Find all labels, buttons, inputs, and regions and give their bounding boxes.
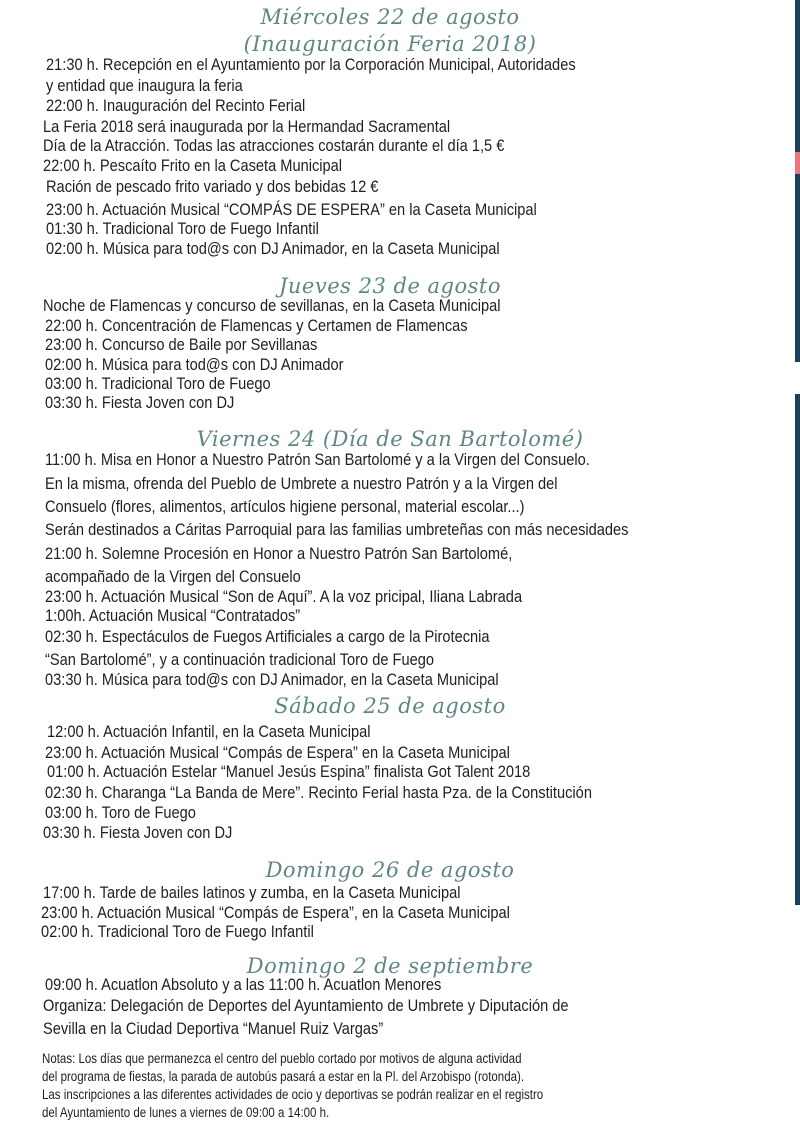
- program-line: Organiza: Delegación de Deportes del Ayuntamiento de Umbrete y Diputación de: [43, 996, 569, 1015]
- section-subheading: (Inauguración Feria 2018): [243, 32, 537, 56]
- program-line: 1:00h. Actuación Musical “Contratados”: [45, 606, 301, 625]
- right-edge-notch: [795, 362, 800, 394]
- note-line: del Ayuntamiento de lunes a viernes de 09:00 a 14:00 h.: [42, 1105, 330, 1120]
- section-heading: Viernes 24 (Día de San Bartolomé): [196, 427, 584, 451]
- program-line: 22:00 h. Pescaíto Frito en la Caseta Municipal: [43, 156, 343, 175]
- section-heading: Miércoles 22 de agosto: [260, 5, 520, 29]
- program-line: 17:00 h. Tarde de bailes latinos y zumba, en la Caseta Municipal: [43, 883, 461, 902]
- program-line: Día de la Atracción. Todas las atracciones costarán durante el día 1,5 €: [43, 136, 505, 155]
- program-line: Serán destinados a Cáritas Parroquial para las familias umbreteñas con más necesidades: [45, 520, 629, 539]
- program-line: 03:00 h. Tradicional Toro de Fuego: [45, 374, 271, 393]
- right-edge-pink-accent: [795, 152, 800, 174]
- program-line: 23:00 h. Actuación Musical “Compás de Espera” en la Caseta Municipal: [45, 743, 510, 762]
- program-line: 01:00 h. Actuación Estelar “Manuel Jesús Espina” finalista Got Talent 2018: [47, 762, 531, 781]
- program-line: 22:00 h. Concentración de Flamencas y Certamen de Flamencas: [45, 316, 468, 335]
- note-line: Las inscripciones a las diferentes actividades de ocio y deportivas se podrán realizar en el registro: [42, 1087, 544, 1102]
- section-heading: Domingo 26 de agosto: [265, 858, 515, 882]
- program-line: Sevilla en la Ciudad Deportiva “Manuel Ruiz Vargas”: [43, 1019, 384, 1038]
- program-line: 03:30 h. Fiesta Joven con DJ: [45, 393, 235, 412]
- program-line: 21:30 h. Recepción en el Ayuntamiento por la Corporación Municipal, Autoridades: [46, 55, 576, 74]
- section-heading: Jueves 23 de agosto: [278, 274, 502, 298]
- right-edge-decorative-band: [795, 0, 800, 905]
- program-line: Ración de pescado frito variado y dos bebidas 12 €: [46, 177, 379, 196]
- note-line: Notas: Los días que permanezca el centro del pueblo cortado por motivos de alguna actividad: [42, 1051, 522, 1066]
- program-line: 09:00 h. Acuatlon Absoluto y a las 11:00 h. Acuatlon Menores: [45, 975, 442, 994]
- program-line: 01:30 h. Tradicional Toro de Fuego Infantil: [46, 219, 319, 238]
- section-heading: Sábado 25 de agosto: [274, 694, 506, 718]
- program-line: 11:00 h. Misa en Honor a Nuestro Patrón San Bartolomé y a la Virgen del Consuelo.: [45, 450, 590, 469]
- program-line: 02:30 h. Charanga “La Banda de Mere”. Recinto Ferial hasta Pza. de la Constitución: [45, 783, 592, 802]
- program-line: La Feria 2018 será inaugurada por la Hermandad Sacramental: [43, 117, 451, 136]
- program-line: 22:00 h. Inauguración del Recinto Ferial: [46, 96, 306, 115]
- program-line: En la misma, ofrenda del Pueblo de Umbrete a nuestro Patrón y a la Virgen del: [45, 474, 558, 493]
- program-line: 02:00 h. Música para tod@s con DJ Animador: [45, 355, 344, 374]
- program-line: “San Bartolomé”, y a continuación tradicional Toro de Fuego: [45, 650, 435, 669]
- program-line: 03:00 h. Toro de Fuego: [45, 803, 196, 822]
- program-line: 03:30 h. Fiesta Joven con DJ: [43, 823, 233, 842]
- program-line: Consuelo (flores, alimentos, artículos higiene personal, material escolar...): [45, 497, 525, 516]
- program-line: 03:30 h. Música para tod@s con DJ Animador, en la Caseta Municipal: [45, 670, 499, 689]
- program-line: 23:00 h. Actuación Musical “Compás de Espera”, en la Caseta Municipal: [41, 903, 510, 922]
- program-line: 02:00 h. Tradicional Toro de Fuego Infantil: [41, 922, 314, 941]
- program-line: 23:00 h. Concurso de Baile por Sevillanas: [45, 335, 318, 354]
- program-line: 23:00 h. Actuación Musical “Son de Aquí”. A la voz pricipal, Iliana Labrada: [45, 587, 523, 606]
- section-heading: Domingo 2 de septiembre: [246, 954, 534, 978]
- program-line: 12:00 h. Actuación Infantil, en la Caseta Municipal: [47, 722, 371, 741]
- program-line: 21:00 h. Solemne Procesión en Honor a Nuestro Patrón San Bartolomé,: [45, 544, 513, 563]
- program-line: 02:00 h. Música para tod@s con DJ Animador, en la Caseta Municipal: [46, 239, 500, 258]
- program-line: 02:30 h. Espectáculos de Fuegos Artificiales a cargo de la Pirotecnia: [45, 627, 490, 646]
- program-line: 23:00 h. Actuación Musical “COMPÁS DE ESPERA” en la Caseta Municipal: [46, 200, 537, 219]
- program-line: acompañado de la Virgen del Consuelo: [45, 567, 301, 586]
- program-line: Noche de Flamencas y concurso de sevillanas, en la Caseta Municipal: [43, 296, 501, 315]
- note-line: del programa de fiestas, la parada de autobús pasará a estar en la Pl. del Arzobispo (rotonda).: [42, 1069, 525, 1084]
- program-line: y entidad que inaugura la feria: [46, 76, 243, 95]
